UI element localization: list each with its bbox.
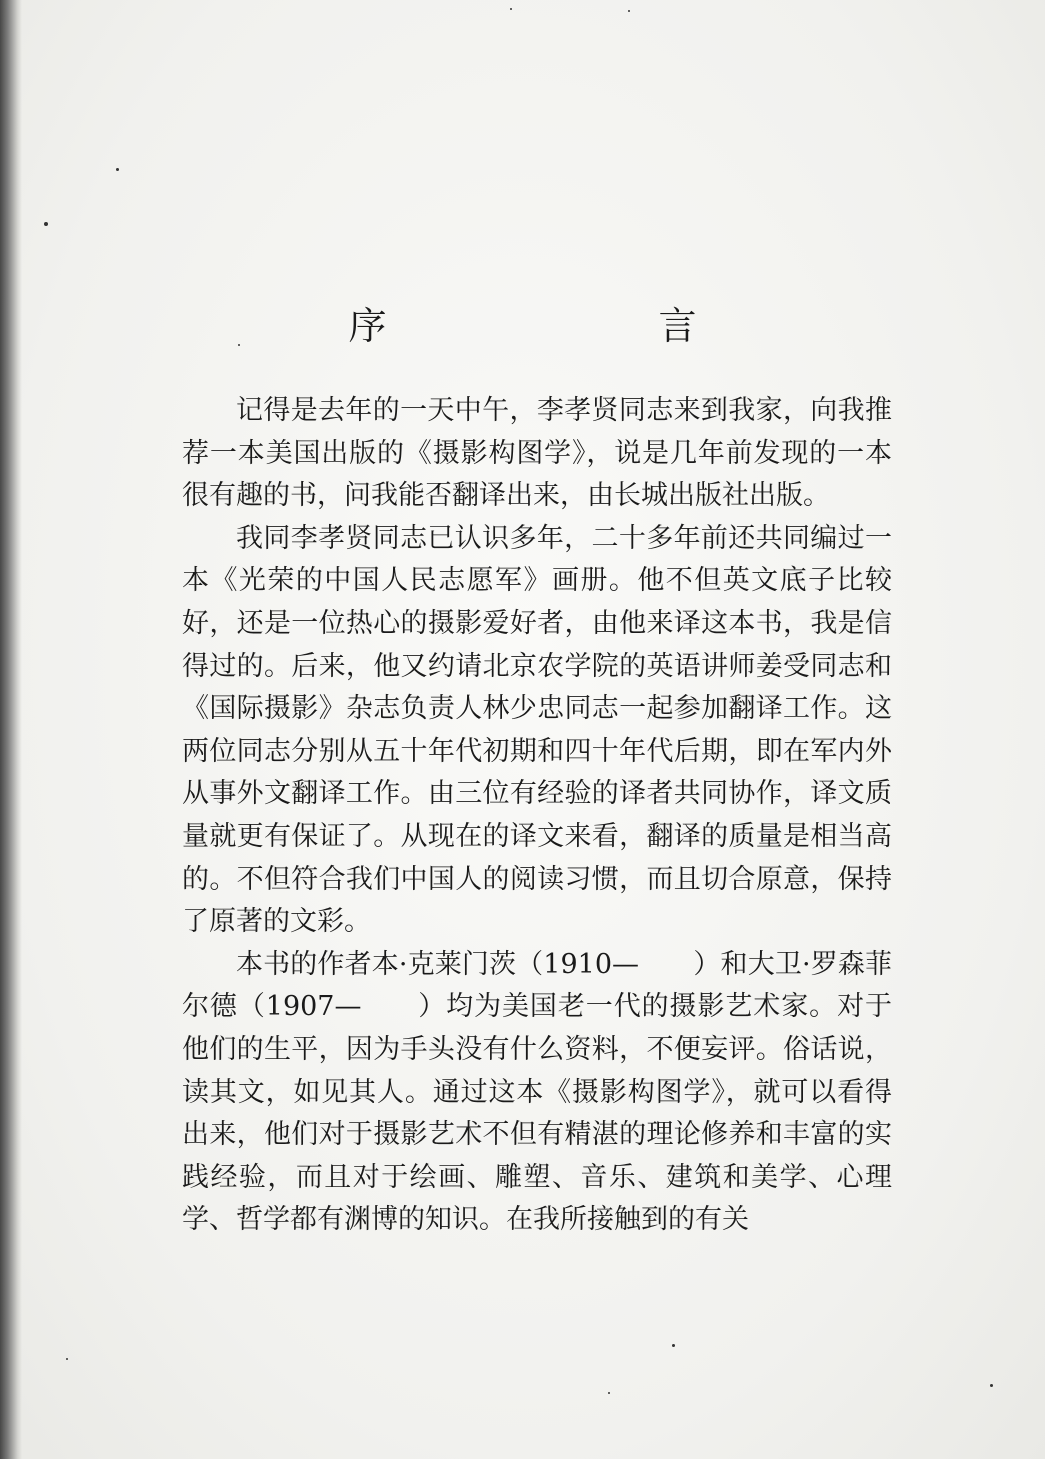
preface-body [182, 390, 892, 1242]
paragraph-3: 本书的作者本·克莱门茨（1910— ）和大卫·罗森菲尔德（1907— ）均为美国老一代的摄影艺术家。对于他们的生平，因为手头没有什么资料，不便妄评。俗话说，读其文，如见其人。通过这本《摄影构图学》，就可以看得出来，他们对于摄影艺术不但有精湛的理论修养和丰富的实践经验，而且对于绘画、雕塑、音乐、建筑和美学、心理学、哲学都有渊博的知识。在我所接触到的有关 [182, 948, 892, 1236]
scan-speck [66, 1358, 68, 1360]
scan-speck [44, 222, 48, 226]
scan-speck [116, 168, 119, 171]
scan-speck [510, 8, 512, 10]
paragraph-1: 记得是去年的一天中午，李孝贤同志来到我家，向我推荐一本美国出版的《摄影构图学》，说是几年前发现的一本很有趣的书，问我能否翻译出来，由长城出版社出版。 [182, 395, 892, 512]
paragraph-2: 我同李孝贤同志已认识多年，二十多年前还共同编过一本《光荣的中国人民志愿军》画册。他不但英文底子比较好，还是一位热心的摄影爱好者，由他来译这本书，我是信得过的。后来，他又约请北京农学院的英语讲师姜受同志和《国际摄影》杂志负责人林少忠同志一起参加翻译工作。这两位同志分别从五十年代初期和四十年代后期，即在军内外从事外文翻译工作。由三位有经验的译者共同协作，译文质量就更有保证了。从现在的译文来看，翻译的质量是相当高的。不但符合我们中国人的阅读习惯，而且切合原意，保持了原著的文彩。 [182, 522, 892, 938]
page-binding-shadow [0, 0, 22, 1459]
scan-speck [990, 1384, 993, 1387]
scan-speck [628, 10, 630, 12]
scan-speck [672, 1344, 675, 1347]
scan-speck [608, 1392, 610, 1394]
page-title: 序 言 [348, 304, 827, 349]
